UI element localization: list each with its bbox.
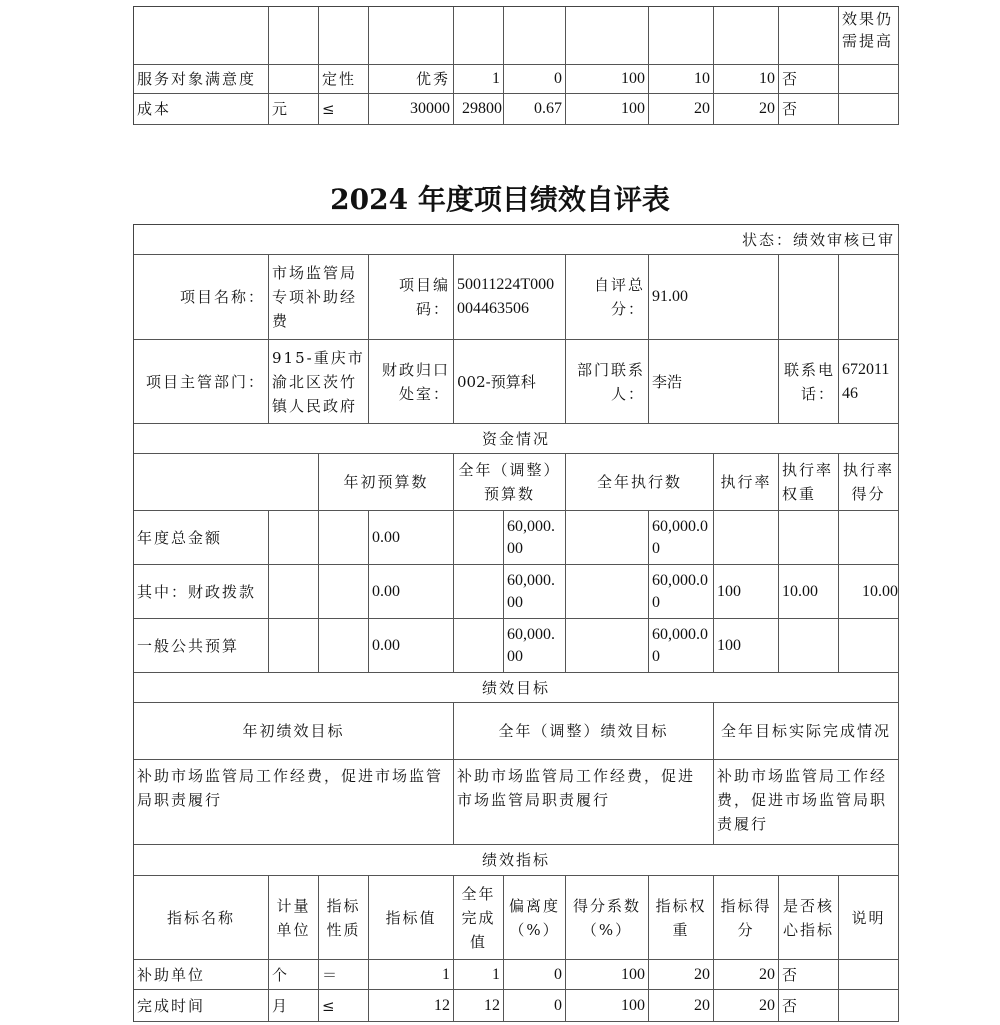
ind-row-weight: 20 (649, 990, 714, 1022)
funds-row-empty (454, 511, 504, 565)
goals-initial-text: 补助市场监管局工作经费，促进市场监管局职责履行 (134, 760, 454, 845)
ind-row-score: 20 (714, 960, 779, 990)
goals-section-title: 绩效目标 (134, 673, 899, 703)
funds-row-empty (269, 511, 319, 565)
ind-row-name: 完成时间 (134, 990, 269, 1022)
prev-row-core: 否 (779, 65, 839, 94)
prev-row-deviation: 0.67 (504, 94, 566, 125)
funds-row-adjusted: 60,000.00 (504, 619, 566, 673)
funds-row-empty (566, 511, 649, 565)
funds-row-executed: 60,000.00 (649, 565, 714, 619)
funds-row-label: 其中：财政拨款 (134, 565, 269, 619)
prev-cell (566, 7, 649, 65)
project-name-label: 项目名称： (134, 255, 269, 340)
funds-row-empty (319, 511, 369, 565)
prev-cell (319, 7, 369, 65)
prev-row-coef: 100 (566, 94, 649, 125)
ind-row-coef: 100 (566, 990, 649, 1022)
funds-row-rate: 100 (714, 565, 779, 619)
funds-row-empty (454, 619, 504, 673)
prev-row-note (839, 65, 899, 94)
ind-header-score: 指标得分 (714, 876, 779, 960)
project-code-label: 项目编码： (369, 255, 454, 340)
prev-row-coef: 100 (566, 65, 649, 94)
prev-row-target: 优秀 (369, 65, 454, 94)
funds-row-weight: 10.00 (779, 565, 839, 619)
ind-row-unit: 月 (269, 990, 319, 1022)
ind-row-name: 补助单位 (134, 960, 269, 990)
funds-header-adjusted: 全年（调整）预算数 (454, 454, 566, 511)
ind-row-actual: 12 (454, 990, 504, 1022)
dept-value: 915-重庆市渝北区茨竹镇人民政府 (269, 340, 369, 424)
prev-row-score: 20 (714, 94, 779, 125)
contact-value: 李浩 (649, 340, 779, 424)
ind-header-actual: 全年完成值 (454, 876, 504, 960)
prev-row-name: 服务对象满意度 (134, 65, 269, 94)
funds-header-empty (134, 454, 319, 511)
funds-row-score (839, 511, 899, 565)
prev-row-unit: 元 (269, 94, 319, 125)
prev-row-actual: 29800 (454, 94, 504, 125)
phone-label: 联系电话： (779, 340, 839, 424)
funds-row-weight (779, 511, 839, 565)
funds-header-initial: 年初预算数 (319, 454, 454, 511)
self-score-label: 自评总分： (566, 255, 649, 340)
funds-header-score: 执行率得分 (839, 454, 899, 511)
ind-row-target: 1 (369, 960, 454, 990)
self-evaluation-table (133, 224, 899, 1022)
prev-cell (779, 7, 839, 65)
prev-cell (504, 7, 566, 65)
prev-row-nature: 定性 (319, 65, 369, 94)
funds-row-empty (269, 565, 319, 619)
ind-header-core: 是否核心指标 (779, 876, 839, 960)
previous-indicator-table (133, 6, 899, 125)
finance-value: 002-预算科 (454, 340, 566, 424)
ind-row-deviation: 0 (504, 960, 566, 990)
finance-label: 财政归口处室： (369, 340, 454, 424)
self-score-value: 91.00 (649, 255, 779, 340)
prev-row-note (839, 94, 899, 125)
funds-row-empty (454, 565, 504, 619)
funds-row-weight (779, 619, 839, 673)
prev-cell (269, 7, 319, 65)
info-empty-cell (839, 255, 899, 340)
prev-cell (134, 7, 269, 65)
status-text: 状态：绩效审核已审 (134, 225, 899, 255)
funds-row-empty (319, 565, 369, 619)
funds-row-empty (566, 619, 649, 673)
ind-header-name: 指标名称 (134, 876, 269, 960)
funds-row-executed: 60,000.00 (649, 619, 714, 673)
funds-row-empty (566, 565, 649, 619)
funds-row-adjusted: 60,000.00 (504, 511, 566, 565)
prev-note-cell: 效果仍需提高 (839, 7, 899, 65)
prev-cell (714, 7, 779, 65)
funds-row-rate: 100 (714, 619, 779, 673)
ind-header-note: 说明 (839, 876, 899, 960)
funds-header-rate: 执行率 (714, 454, 779, 511)
goals-header-actual: 全年目标实际完成情况 (714, 703, 899, 760)
prev-cell (649, 7, 714, 65)
funds-row-rate (714, 511, 779, 565)
funds-header-executed: 全年执行数 (566, 454, 714, 511)
funds-row-score: 10.00 (839, 565, 899, 619)
prev-cell (454, 7, 504, 65)
funds-row-adjusted: 60,000.00 (504, 565, 566, 619)
ind-header-weight: 指标权重 (649, 876, 714, 960)
prev-row-weight: 10 (649, 65, 714, 94)
project-name-value: 市场监管局专项补助经费 (269, 255, 369, 340)
ind-row-note (839, 960, 899, 990)
goals-adjusted-text: 补助市场监管局工作经费，促进市场监管局职责履行 (454, 760, 714, 845)
funds-header-weight: 执行率权重 (779, 454, 839, 511)
prev-row-target: 30000 (369, 94, 454, 125)
ind-header-target: 指标值 (369, 876, 454, 960)
funds-row-executed: 60,000.00 (649, 511, 714, 565)
project-code-value: 50011224T000004463506 (454, 255, 566, 340)
ind-header-unit: 计量单位 (269, 876, 319, 960)
ind-row-target: 12 (369, 990, 454, 1022)
ind-header-coef: 得分系数（%） (566, 876, 649, 960)
ind-header-deviation: 偏离度（%） (504, 876, 566, 960)
ind-row-note (839, 990, 899, 1022)
funds-row-score (839, 619, 899, 673)
info-empty-cell (779, 255, 839, 340)
funds-row-initial: 0.00 (369, 565, 454, 619)
prev-row-score: 10 (714, 65, 779, 94)
goals-actual-text: 补助市场监管局工作经费，促进市场监管局职责履行 (714, 760, 899, 845)
prev-row-name: 成本 (134, 94, 269, 125)
ind-row-deviation: 0 (504, 990, 566, 1022)
prev-row-nature: ≤ (319, 94, 369, 125)
page-title: 2024 年度项目绩效自评表 (330, 183, 670, 216)
ind-header-nature: 指标性质 (319, 876, 369, 960)
ind-row-actual: 1 (454, 960, 504, 990)
ind-row-nature: ≤ (319, 990, 369, 1022)
funds-row-label: 年度总金额 (134, 511, 269, 565)
ind-row-core: 否 (779, 990, 839, 1022)
funds-row-initial: 0.00 (369, 619, 454, 673)
funds-row-label: 一般公共预算 (134, 619, 269, 673)
phone-value: 67201146 (839, 340, 899, 424)
prev-row-actual: 1 (454, 65, 504, 94)
prev-row-weight: 20 (649, 94, 714, 125)
funds-row-initial: 0.00 (369, 511, 454, 565)
prev-cell (369, 7, 454, 65)
prev-row-unit (269, 65, 319, 94)
indicators-section-title: 绩效指标 (134, 845, 899, 876)
ind-row-score: 20 (714, 990, 779, 1022)
ind-row-coef: 100 (566, 960, 649, 990)
funds-section-title: 资金情况 (134, 424, 899, 454)
ind-row-core: 否 (779, 960, 839, 990)
ind-row-weight: 20 (649, 960, 714, 990)
goals-header-adjusted: 全年（调整）绩效目标 (454, 703, 714, 760)
funds-row-empty (269, 619, 319, 673)
prev-row-deviation: 0 (504, 65, 566, 94)
dept-label: 项目主管部门： (134, 340, 269, 424)
ind-row-nature: ＝ (319, 960, 369, 990)
contact-label: 部门联系人： (566, 340, 649, 424)
prev-row-core: 否 (779, 94, 839, 125)
goals-header-initial: 年初绩效目标 (134, 703, 454, 760)
ind-row-unit: 个 (269, 960, 319, 990)
funds-row-empty (319, 619, 369, 673)
